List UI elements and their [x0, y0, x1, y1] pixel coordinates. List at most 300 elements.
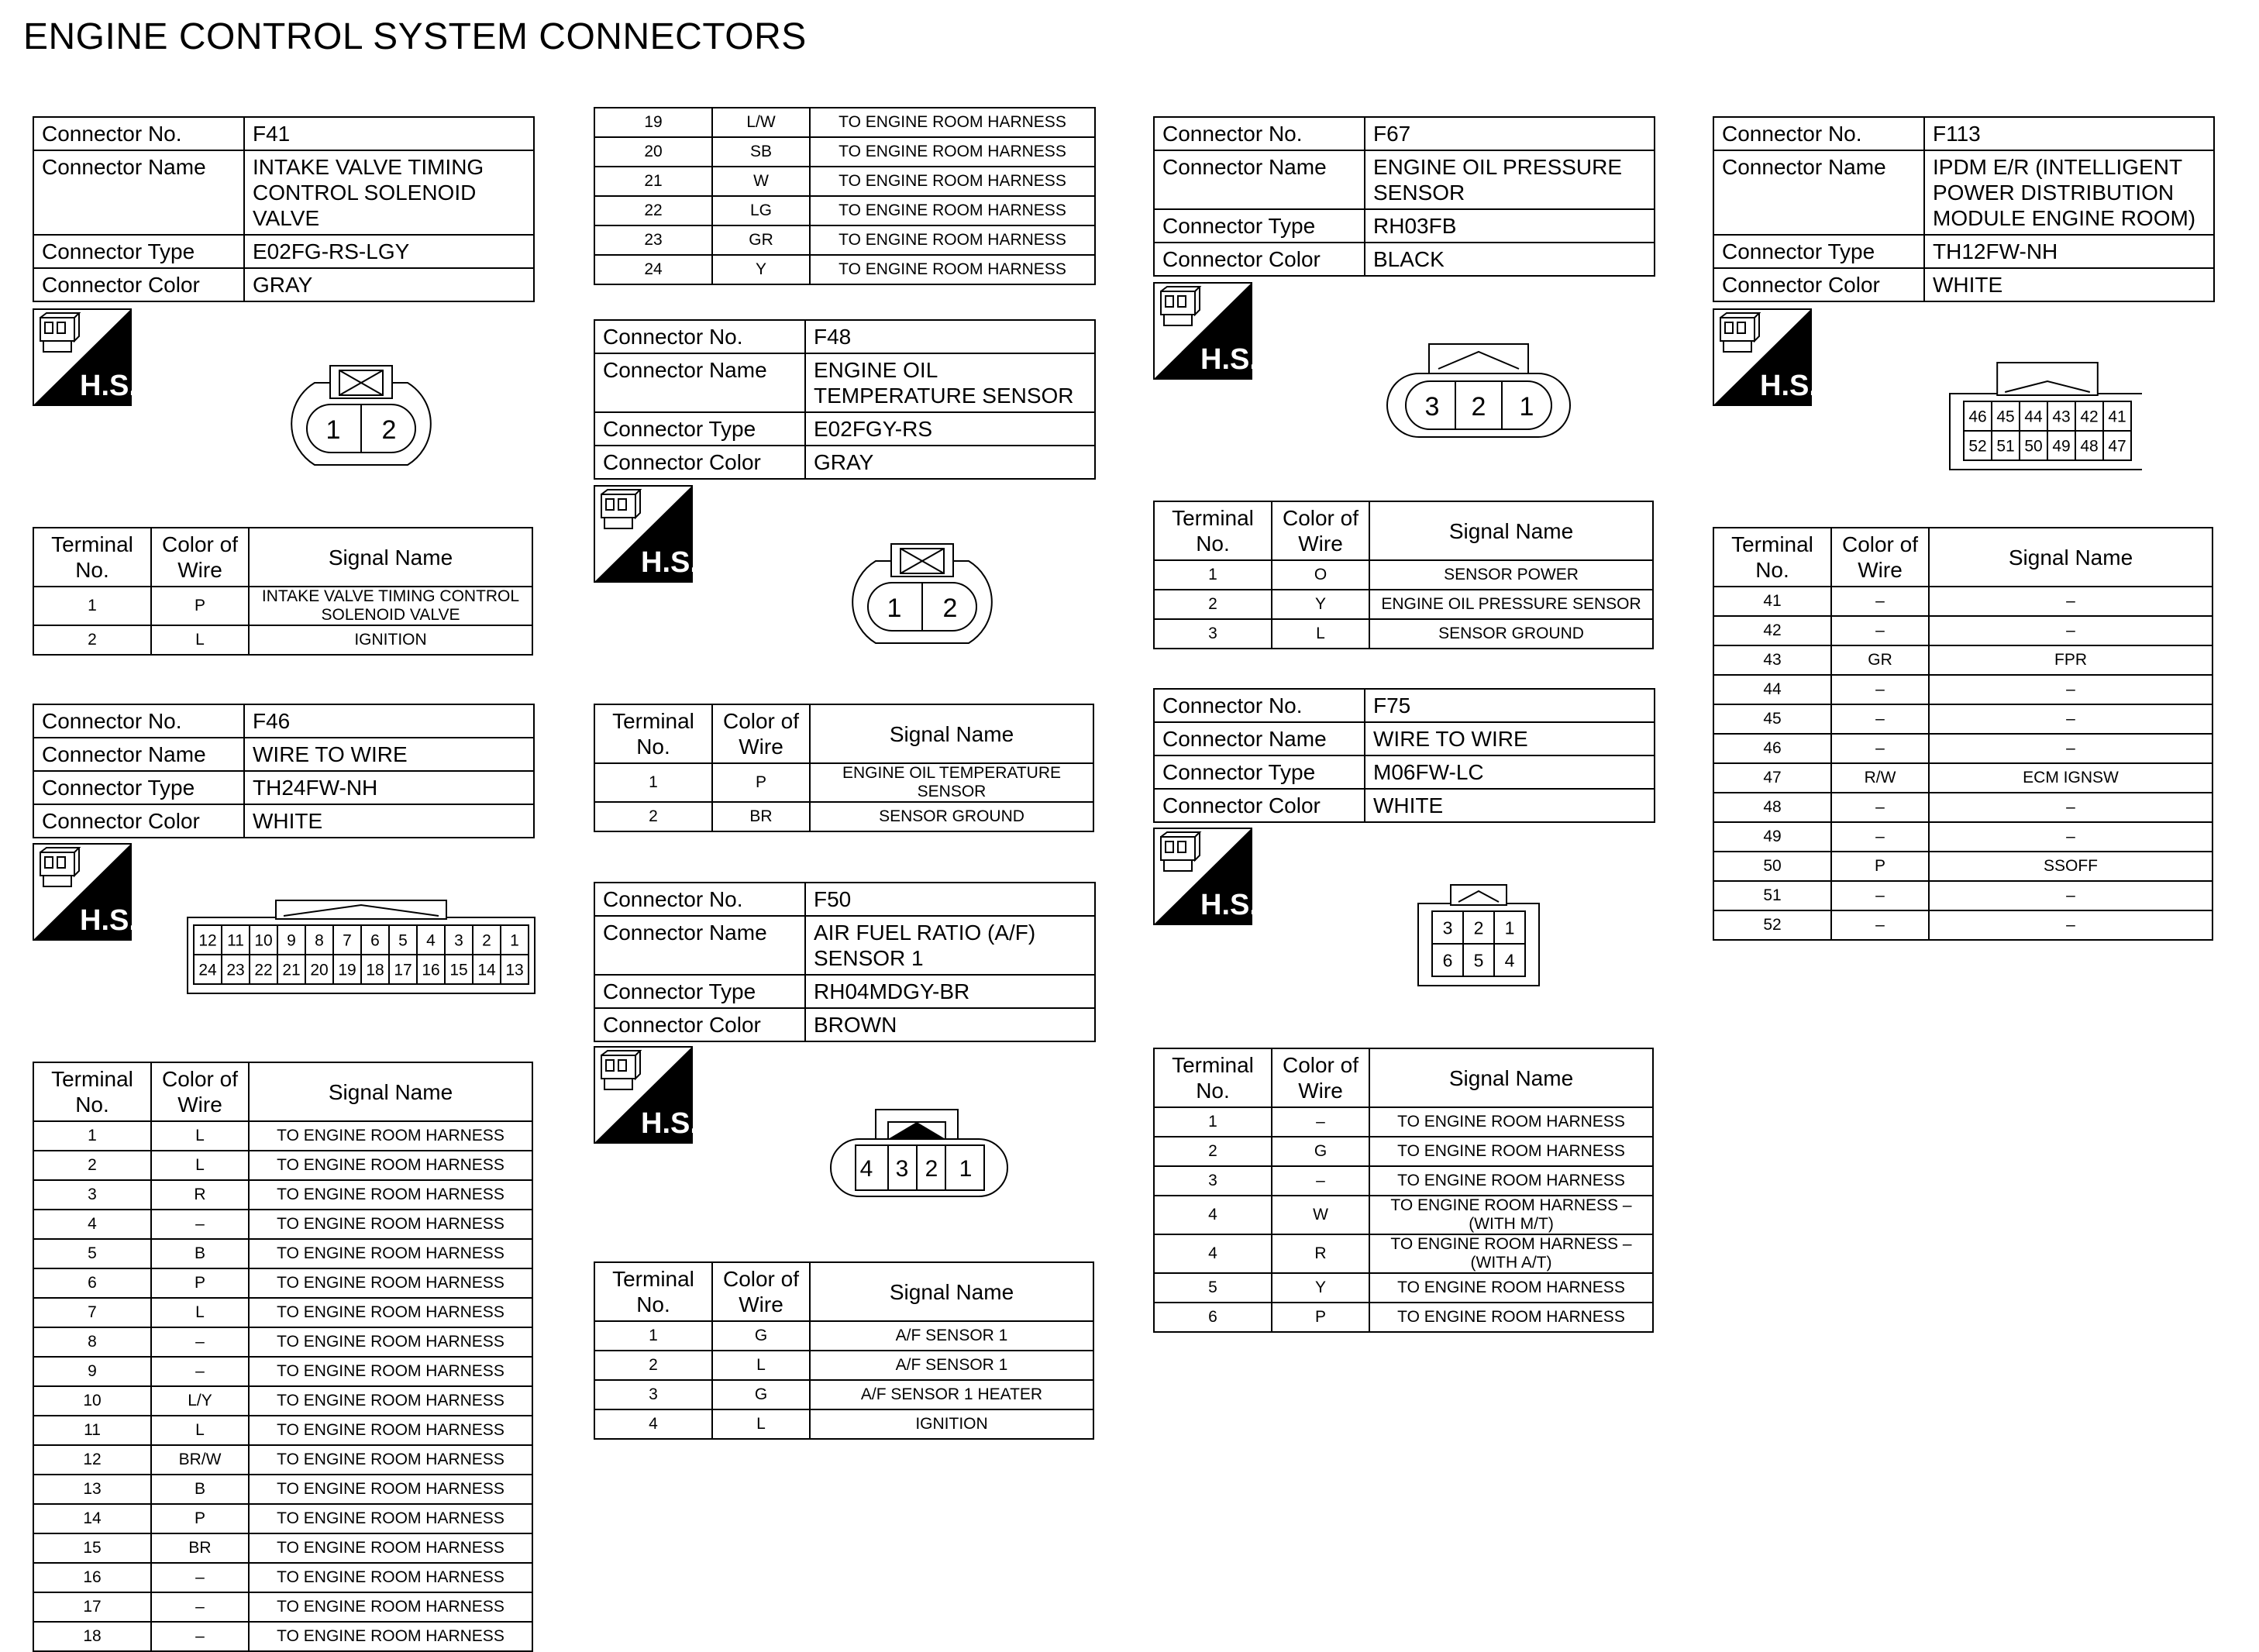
connector-no-row [1154, 117, 1655, 150]
connector-f46-signal-table-continued [594, 107, 1096, 285]
connector-f75-signal-table [1153, 1048, 1654, 1333]
terminal-no: 15 [33, 1533, 151, 1563]
signal-name: TO ENGINE ROOM HARNESS – (WITH A/T) [1369, 1234, 1653, 1273]
table-row [1713, 793, 2213, 822]
wire-color: – [1831, 587, 1929, 616]
wire-color: Y [1272, 1273, 1369, 1303]
signal-name: TO ENGINE ROOM HARNESS [810, 137, 1095, 167]
wire-color: W [1272, 1196, 1369, 1234]
table-row [33, 1622, 532, 1651]
table-row [1713, 881, 2213, 910]
table-row [1154, 560, 1653, 590]
table-row [33, 1180, 532, 1210]
connector-color-row [1154, 789, 1655, 822]
connector-no-row [594, 320, 1095, 353]
color-of-wire-header: Color of Wire [712, 1262, 810, 1321]
hs-icon [594, 1046, 693, 1144]
table-row [33, 1533, 532, 1563]
connector-f113-face [1948, 361, 2142, 477]
pin-label: 1 [887, 594, 902, 623]
connector-type-row [33, 771, 534, 804]
signal-name: TO ENGINE ROOM HARNESS [249, 1121, 532, 1151]
signal-name: – [1929, 704, 2213, 734]
pin-label: 47 [2108, 437, 2126, 456]
hs-icon [1713, 308, 1812, 406]
table-header [1154, 501, 1653, 560]
connector-name-row [594, 916, 1095, 975]
terminal-no: 2 [594, 802, 712, 831]
terminal-no: 50 [1713, 852, 1831, 881]
signal-name: TO ENGINE ROOM HARNESS [1369, 1107, 1653, 1137]
table-row [1713, 910, 2213, 940]
terminal-no: 42 [1713, 616, 1831, 645]
color-of-wire-header: Color of Wire [151, 1062, 249, 1121]
terminal-no-header: Terminal No. [33, 1062, 151, 1121]
hs-icon [594, 485, 693, 583]
terminal-no: 1 [33, 1121, 151, 1151]
connector-name-label: Connector Name [33, 150, 244, 235]
table-row [1713, 734, 2213, 763]
wire-color: R [1272, 1234, 1369, 1273]
signal-name: TO ENGINE ROOM HARNESS [1369, 1137, 1653, 1166]
signal-name-header: Signal Name [810, 1262, 1093, 1321]
pin-label: 3 [895, 1156, 909, 1182]
connector-type-row [594, 412, 1095, 446]
connector-type-row [1154, 755, 1655, 789]
pin-label: 22 [254, 961, 273, 979]
terminal-no: 13 [33, 1475, 151, 1504]
wire-color: P [151, 587, 249, 625]
terminal-no: 9 [33, 1357, 151, 1386]
table-row [1713, 675, 2213, 704]
hs-label: H.S. [641, 1107, 693, 1140]
terminal-no: 8 [33, 1327, 151, 1357]
hs-label: H.S. [1200, 343, 1252, 376]
color-of-wire-header: Color of Wire [1831, 528, 1929, 587]
wire-color: B [151, 1239, 249, 1268]
wire-color: – [1831, 704, 1929, 734]
pin-label: 16 [422, 961, 440, 979]
pin-label: 43 [2052, 408, 2071, 426]
wire-color: R [151, 1180, 249, 1210]
table-header [594, 704, 1093, 763]
signal-name: FPR [1929, 645, 2213, 675]
table-row [33, 1386, 532, 1416]
signal-name-header: Signal Name [1369, 1048, 1653, 1107]
terminal-no: 3 [1154, 619, 1272, 649]
wire-color: LG [712, 196, 810, 225]
wire-color: BR [151, 1533, 249, 1563]
signal-name: TO ENGINE ROOM HARNESS [249, 1592, 532, 1622]
signal-name: SENSOR GROUND [810, 802, 1093, 831]
signal-name: A/F SENSOR 1 HEATER [810, 1380, 1093, 1409]
color-of-wire-header: Color of Wire [151, 528, 249, 587]
connector-name-value: ENGINE OIL PRESSURE SENSOR [1365, 150, 1655, 209]
connector-f113-info [1713, 116, 2215, 302]
wire-color: – [1831, 793, 1929, 822]
wire-color: – [151, 1327, 249, 1357]
signal-name: IGNITION [810, 1409, 1093, 1439]
wire-color: L [151, 1416, 249, 1445]
connector-f48-face [845, 542, 1000, 647]
signal-name: TO ENGINE ROOM HARNESS [249, 1357, 532, 1386]
signal-name: – [1929, 587, 2213, 616]
signal-name: TO ENGINE ROOM HARNESS [810, 167, 1095, 196]
table-row [594, 1321, 1093, 1351]
table-row [1154, 1137, 1653, 1166]
wire-color: – [1831, 616, 1929, 645]
connector-type-label: Connector Type [594, 412, 805, 446]
table-row [33, 1268, 532, 1298]
terminal-no: 17 [33, 1592, 151, 1622]
wire-color: W [712, 167, 810, 196]
hs-symbol [33, 308, 132, 406]
signal-name: A/F SENSOR 1 [810, 1321, 1093, 1351]
signal-name: TO ENGINE ROOM HARNESS [810, 196, 1095, 225]
connector-color-row [594, 1008, 1095, 1041]
wire-color: L/Y [151, 1386, 249, 1416]
connector-type-value: RH04MDGY-BR [805, 975, 1095, 1008]
pin-label: 2 [381, 415, 397, 445]
connector-name-row [33, 150, 534, 235]
signal-name: TO ENGINE ROOM HARNESS – (WITH M/T) [1369, 1196, 1653, 1234]
table-row [594, 225, 1095, 255]
wire-color: P [712, 763, 810, 802]
color-of-wire-header: Color of Wire [712, 704, 810, 763]
connector-type-row [33, 235, 534, 268]
table-row [33, 1151, 532, 1180]
pin-label: 4 [426, 931, 436, 950]
pin-label: 3 [1442, 917, 1453, 938]
terminal-no: 2 [1154, 590, 1272, 619]
connector-f67-face [1384, 341, 1573, 442]
pin-label: 6 [370, 931, 380, 950]
terminal-no: 4 [33, 1210, 151, 1239]
hs-symbol [1153, 282, 1252, 380]
signal-name: – [1929, 793, 2213, 822]
terminal-no-header: Terminal No. [1154, 501, 1272, 560]
wire-color: GR [712, 225, 810, 255]
pin-label: 2 [1473, 917, 1484, 938]
connector-name-value: WIRE TO WIRE [1365, 722, 1655, 755]
connector-no-row [1713, 117, 2214, 150]
pin-label: 42 [2080, 408, 2099, 426]
connector-no-value: F48 [805, 320, 1095, 353]
signal-name: TO ENGINE ROOM HARNESS [810, 225, 1095, 255]
table-row [594, 1409, 1093, 1439]
terminal-no: 1 [594, 1321, 712, 1351]
terminal-no: 21 [594, 167, 712, 196]
hs-icon [1153, 282, 1252, 380]
signal-name: – [1929, 910, 2213, 940]
pin-label: 2 [925, 1156, 938, 1182]
terminal-no: 41 [1713, 587, 1831, 616]
pin-label: 5 [1473, 950, 1484, 971]
table-row [594, 108, 1095, 137]
table-header [33, 528, 532, 587]
signal-name: TO ENGINE ROOM HARNESS [249, 1504, 532, 1533]
terminal-no: 2 [33, 625, 151, 655]
connector-name-label: Connector Name [1154, 722, 1365, 755]
signal-name-header: Signal Name [1369, 501, 1653, 560]
wire-color: – [1831, 675, 1929, 704]
pin-label: 1 [1504, 917, 1515, 938]
pin-label: 44 [2024, 408, 2043, 426]
hs-label: H.S. [80, 904, 132, 937]
hs-symbol [33, 843, 132, 941]
table-header [1154, 1048, 1653, 1107]
connector-f50-face [828, 1106, 1014, 1199]
signal-name: TO ENGINE ROOM HARNESS [1369, 1166, 1653, 1196]
connector-name-value: AIR FUEL RATIO (A/F) SENSOR 1 [805, 916, 1095, 975]
wire-color: SB [712, 137, 810, 167]
terminal-no-header: Terminal No. [594, 704, 712, 763]
page-title: ENGINE CONTROL SYSTEM CONNECTORS [23, 16, 807, 57]
terminal-no: 51 [1713, 881, 1831, 910]
signal-name: TO ENGINE ROOM HARNESS [249, 1563, 532, 1592]
connector-type-label: Connector Type [594, 975, 805, 1008]
connector-type-label: Connector Type [1713, 235, 1924, 268]
connector-no-label: Connector No. [33, 704, 244, 738]
table-row [33, 587, 532, 625]
terminal-no: 11 [33, 1416, 151, 1445]
terminal-no: 10 [33, 1386, 151, 1416]
pin-label: 1 [959, 1156, 973, 1182]
terminal-no: 3 [33, 1180, 151, 1210]
table-row [33, 1239, 532, 1268]
signal-name: TO ENGINE ROOM HARNESS [249, 1445, 532, 1475]
table-row [33, 1327, 532, 1357]
signal-name: – [1929, 616, 2213, 645]
table-header [1713, 528, 2213, 587]
connector-no-value: F46 [244, 704, 534, 738]
signal-name: – [1929, 822, 2213, 852]
connector-no-row [33, 117, 534, 150]
connector-name-label: Connector Name [1154, 150, 1365, 209]
connector-f46-face [186, 899, 538, 1006]
signal-name: ENGINE OIL PRESSURE SENSOR [1369, 590, 1653, 619]
wire-color: L [151, 625, 249, 655]
connector-name-label: Connector Name [33, 738, 244, 771]
signal-name-header: Signal Name [249, 528, 532, 587]
terminal-no-header: Terminal No. [594, 1262, 712, 1321]
table-row [33, 1445, 532, 1475]
connector-color-label: Connector Color [594, 1008, 805, 1041]
wire-color: P [1831, 852, 1929, 881]
table-header [594, 1262, 1093, 1321]
connector-type-value: TH24FW-NH [244, 771, 534, 804]
terminal-no: 23 [594, 225, 712, 255]
pin-label: 3 [1424, 392, 1440, 422]
connector-name-value: WIRE TO WIRE [244, 738, 534, 771]
table-row [33, 1121, 532, 1151]
connector-type-label: Connector Type [33, 771, 244, 804]
pin-label: 24 [198, 961, 217, 979]
pin-label: 10 [254, 931, 273, 950]
terminal-no: 12 [33, 1445, 151, 1475]
pin-label: 48 [2080, 437, 2099, 456]
connector-no-label: Connector No. [594, 883, 805, 916]
connector-name-row [33, 738, 534, 771]
connector-no-value: F113 [1924, 117, 2214, 150]
terminal-no: 24 [594, 255, 712, 284]
connector-f41-face [284, 364, 439, 469]
connector-f50-signal-table [594, 1261, 1094, 1440]
wire-color: – [1831, 910, 1929, 940]
signal-name: TO ENGINE ROOM HARNESS [249, 1475, 532, 1504]
pin-label: 45 [1996, 408, 2015, 426]
wire-color: B [151, 1475, 249, 1504]
table-row [33, 1504, 532, 1533]
signal-name-header: Signal Name [1929, 528, 2213, 587]
connector-f113-signal-table [1713, 527, 2213, 941]
terminal-no: 45 [1713, 704, 1831, 734]
connector-color-row [594, 446, 1095, 479]
connector-name-row [1154, 722, 1655, 755]
signal-name: TO ENGINE ROOM HARNESS [249, 1327, 532, 1357]
connector-color-row [1154, 243, 1655, 276]
connector-no-value: F50 [805, 883, 1095, 916]
table-row [33, 625, 532, 655]
pin-label: 17 [394, 961, 412, 979]
wire-color: Y [712, 255, 810, 284]
signal-name: INTAKE VALVE TIMING CONTROL SOLENOID VALVE [249, 587, 532, 625]
pin-label: 14 [477, 961, 496, 979]
wire-color: BR/W [151, 1445, 249, 1475]
connector-no-value: F41 [244, 117, 534, 150]
color-of-wire-header: Color of Wire [1272, 501, 1369, 560]
connector-color-label: Connector Color [594, 446, 805, 479]
pin-label: 19 [338, 961, 356, 979]
table-row [1154, 1196, 1653, 1234]
terminal-no: 22 [594, 196, 712, 225]
connector-no-value: F67 [1365, 117, 1655, 150]
connector-type-value: E02FG-RS-LGY [244, 235, 534, 268]
connector-color-value: GRAY [244, 268, 534, 301]
terminal-no: 4 [1154, 1196, 1272, 1234]
wire-color: G [712, 1380, 810, 1409]
connector-no-row [594, 883, 1095, 916]
pin-label: 15 [449, 961, 468, 979]
pin-label: 50 [2024, 437, 2043, 456]
terminal-no: 1 [1154, 560, 1272, 590]
table-row [33, 1210, 532, 1239]
table-row [1154, 1273, 1653, 1303]
wire-color: – [151, 1563, 249, 1592]
signal-name: ECM IGNSW [1929, 763, 2213, 793]
wire-color: – [1831, 734, 1929, 763]
connector-name-row [1154, 150, 1655, 209]
wire-color: – [151, 1210, 249, 1239]
connector-name-label: Connector Name [1713, 150, 1924, 235]
connector-f48-info [594, 319, 1096, 480]
terminal-no: 43 [1713, 645, 1831, 675]
connector-type-row [1154, 209, 1655, 243]
terminal-no: 20 [594, 137, 712, 167]
terminal-no: 1 [33, 587, 151, 625]
connector-color-row [1713, 268, 2214, 301]
pin-label: 1 [1519, 392, 1534, 422]
pin-label: 23 [226, 961, 245, 979]
terminal-no: 44 [1713, 675, 1831, 704]
pin-label: 20 [310, 961, 329, 979]
signal-name: TO ENGINE ROOM HARNESS [249, 1298, 532, 1327]
wire-color: L [151, 1121, 249, 1151]
terminal-no: 5 [1154, 1273, 1272, 1303]
wire-color: – [151, 1357, 249, 1386]
terminal-no: 1 [594, 763, 712, 802]
terminal-no: 52 [1713, 910, 1831, 940]
connector-color-value: GRAY [805, 446, 1095, 479]
signal-name: TO ENGINE ROOM HARNESS [249, 1533, 532, 1563]
signal-name: TO ENGINE ROOM HARNESS [249, 1386, 532, 1416]
table-row [33, 1298, 532, 1327]
wire-color: – [1272, 1166, 1369, 1196]
signal-name: TO ENGINE ROOM HARNESS [249, 1210, 532, 1239]
table-row [594, 196, 1095, 225]
connector-type-row [594, 975, 1095, 1008]
connector-type-value: E02FGY-RS [805, 412, 1095, 446]
connector-f67-info [1153, 116, 1655, 277]
pin-label: 8 [315, 931, 324, 950]
hs-label: H.S. [641, 546, 693, 579]
pin-label: 4 [1504, 950, 1515, 971]
table-row [1713, 822, 2213, 852]
signal-name: – [1929, 675, 2213, 704]
terminal-no: 14 [33, 1504, 151, 1533]
table-row [33, 1357, 532, 1386]
hs-label: H.S. [1200, 889, 1252, 921]
wire-color: L [712, 1409, 810, 1439]
color-of-wire-header: Color of Wire [1272, 1048, 1369, 1107]
wire-color: P [1272, 1303, 1369, 1332]
terminal-no: 2 [33, 1151, 151, 1180]
terminal-no: 6 [1154, 1303, 1272, 1332]
signal-name: TO ENGINE ROOM HARNESS [1369, 1303, 1653, 1332]
signal-name: TO ENGINE ROOM HARNESS [810, 255, 1095, 284]
table-row [1154, 1234, 1653, 1273]
table-row [594, 1380, 1093, 1409]
hs-symbol [1713, 308, 1812, 406]
table-row [1154, 1303, 1653, 1332]
signal-name: TO ENGINE ROOM HARNESS [249, 1268, 532, 1298]
terminal-no: 46 [1713, 734, 1831, 763]
connector-name-row [1713, 150, 2214, 235]
table-row [594, 763, 1093, 802]
table-row [33, 1416, 532, 1445]
terminal-no: 18 [33, 1622, 151, 1651]
connector-color-value: BROWN [805, 1008, 1095, 1041]
pin-label: 11 [227, 931, 244, 950]
terminal-no: 19 [594, 108, 712, 137]
signal-name: SENSOR POWER [1369, 560, 1653, 590]
table-row [1713, 704, 2213, 734]
signal-name: TO ENGINE ROOM HARNESS [249, 1416, 532, 1445]
terminal-no: 16 [33, 1563, 151, 1592]
pin-label: 51 [1996, 437, 2015, 456]
pin-label: 12 [198, 931, 217, 950]
connector-color-value: WHITE [1924, 268, 2214, 301]
terminal-no: 49 [1713, 822, 1831, 852]
terminal-no: 6 [33, 1268, 151, 1298]
connector-name-value: IPDM E/R (INTELLIGENT POWER DISTRIBUTION MODULE ENGINE ROOM) [1924, 150, 2214, 235]
table-row [1713, 645, 2213, 675]
wire-color: L/W [712, 108, 810, 137]
terminal-no: 2 [594, 1351, 712, 1380]
signal-name: SENSOR GROUND [1369, 619, 1653, 649]
table-row [1154, 590, 1653, 619]
connector-no-label: Connector No. [33, 117, 244, 150]
